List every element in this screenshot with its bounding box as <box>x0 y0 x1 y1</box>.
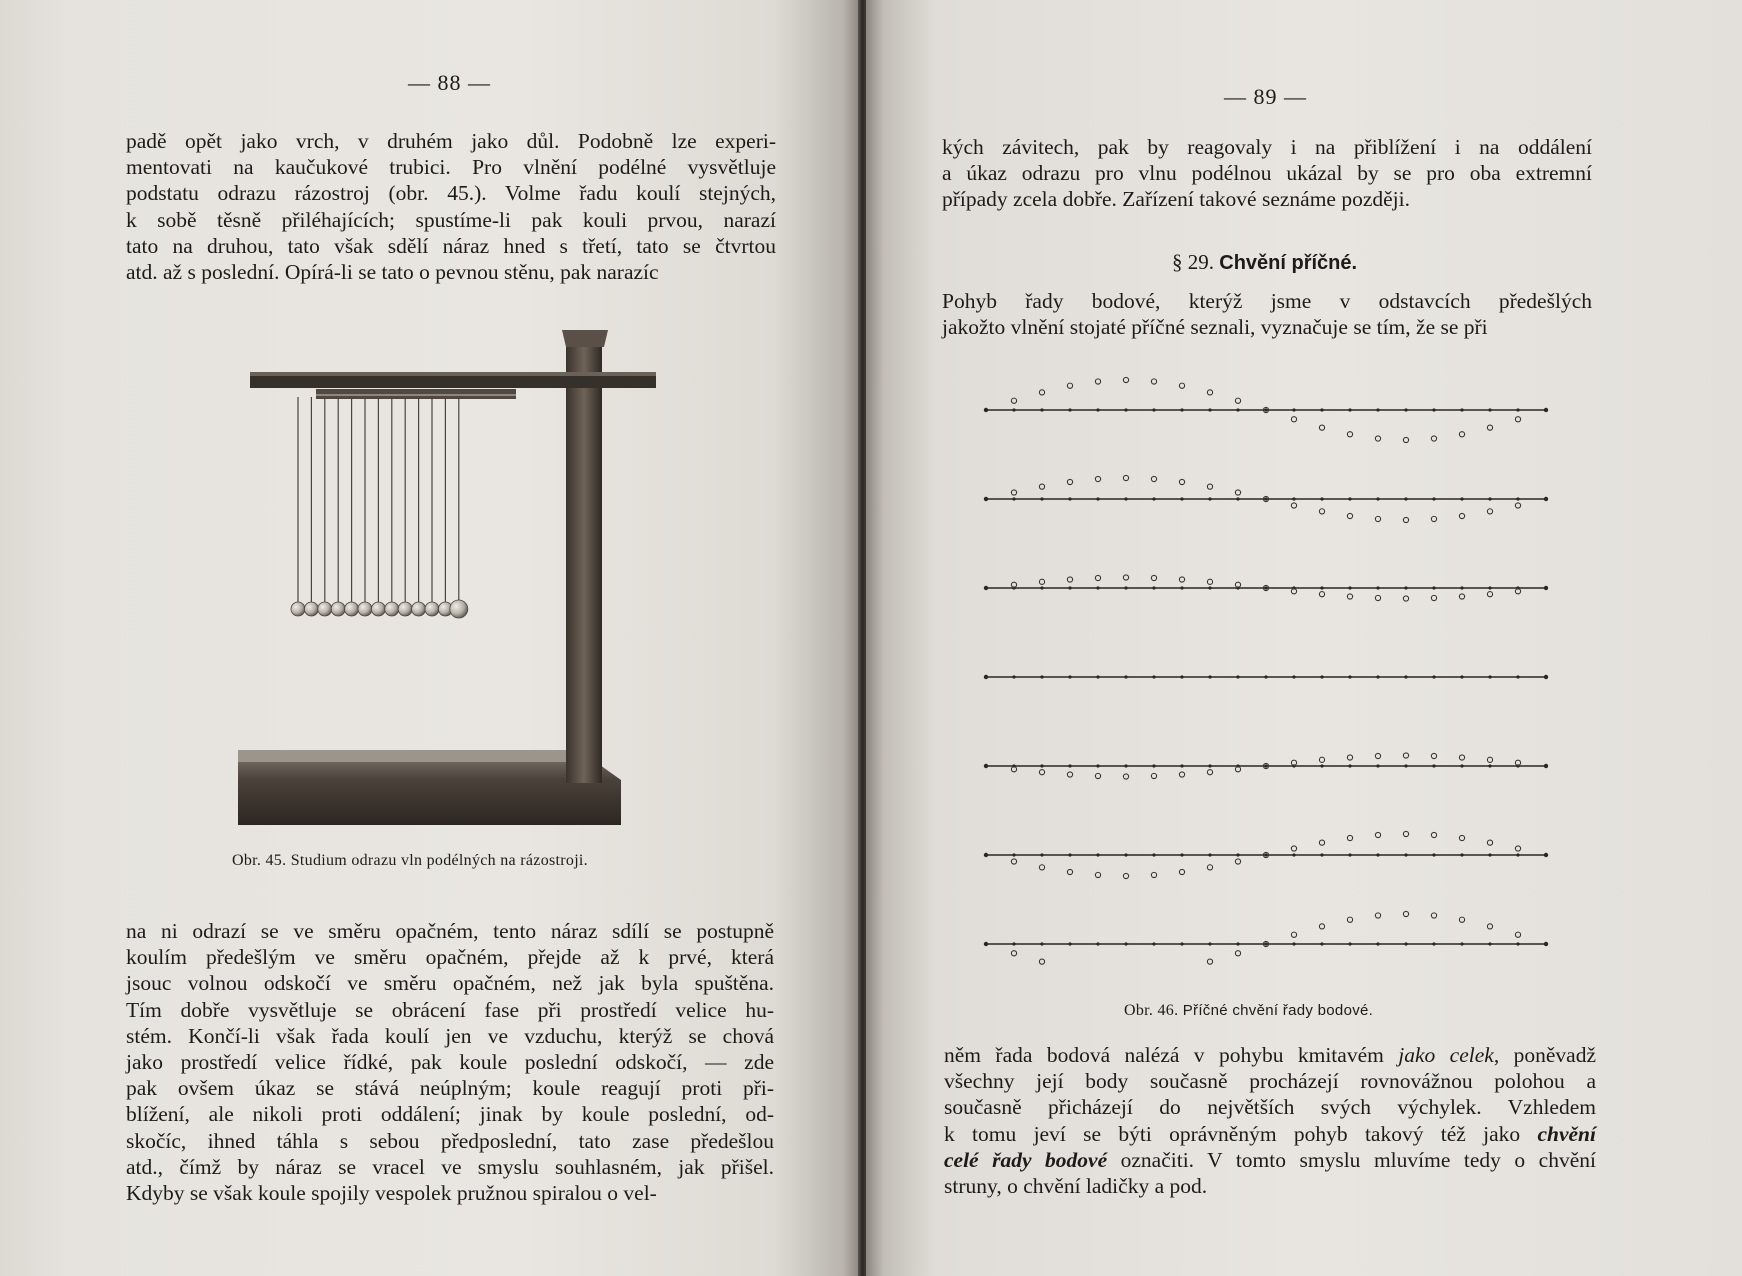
pendulum-ball <box>371 602 385 616</box>
equilibrium-point <box>1292 675 1295 678</box>
displaced-point <box>1347 432 1352 437</box>
displaced-point <box>1039 484 1044 489</box>
equilibrium-point <box>984 764 987 767</box>
text-line: stém. Končí-li však řada koulí jen ve vzduchu, kterýž se chová <box>126 1023 774 1048</box>
equilibrium-point <box>1460 853 1463 856</box>
displaced-point <box>1347 594 1352 599</box>
equilibrium-point <box>1208 675 1211 678</box>
text-line: atd., čímž by náraz se vracel ve smyslu souhlasném, jak přišel. <box>126 1154 774 1179</box>
equilibrium-point <box>1264 853 1267 856</box>
equilibrium-point <box>1376 942 1379 945</box>
equilibrium-point <box>1180 853 1183 856</box>
displaced-point <box>1011 859 1016 864</box>
displaced-point <box>1179 869 1184 874</box>
text-line: celé řady bodové označiti. V tomto smyslu mluvíme tedy o chvění <box>944 1147 1596 1172</box>
equilibrium-point <box>1040 942 1043 945</box>
text-line: současně přicházejí do největších svých výchylek. Vzhledem <box>944 1095 1596 1120</box>
displaced-point <box>1067 772 1072 777</box>
equilibrium-point <box>1124 942 1127 945</box>
equilibrium-point <box>1460 942 1463 945</box>
displaced-point <box>1039 959 1044 964</box>
equilibrium-point <box>1180 675 1183 678</box>
equilibrium-point <box>1012 675 1015 678</box>
equilibrium-point <box>1208 408 1211 411</box>
text-line: koulím předešlým ve směru opačném, přejde až k prvé, která <box>126 945 774 970</box>
equilibrium-point <box>1264 408 1267 411</box>
equilibrium-point <box>1208 853 1211 856</box>
equilibrium-point <box>1544 408 1547 411</box>
equilibrium-point <box>1264 942 1267 945</box>
displaced-point <box>1095 476 1100 481</box>
displaced-point <box>1067 577 1072 582</box>
pendulum-ball <box>331 602 345 616</box>
displaced-point <box>1207 484 1212 489</box>
displaced-point <box>1235 398 1240 403</box>
displaced-point <box>1403 831 1408 836</box>
equilibrium-point <box>1460 497 1463 500</box>
displaced-point <box>1235 490 1240 495</box>
equilibrium-point <box>1348 942 1351 945</box>
displaced-point <box>1039 865 1044 870</box>
equilibrium-point <box>1376 497 1379 500</box>
equilibrium-point <box>1376 675 1379 678</box>
text-line: jsouc volnou odskočí ve směru opačném, než jak byla spuštěna. <box>126 971 774 996</box>
equilibrium-point <box>1096 408 1099 411</box>
displaced-point <box>1039 390 1044 395</box>
equilibrium-point <box>1544 764 1547 767</box>
pendulum-ball <box>412 602 426 616</box>
equilibrium-point <box>1376 853 1379 856</box>
equilibrium-point <box>1040 853 1043 856</box>
equilibrium-point <box>1404 586 1407 589</box>
displaced-point <box>1291 932 1296 937</box>
text-line: Kdyby se však koule spojily vespolek pružnou spiralou o vel- <box>126 1181 657 1206</box>
equilibrium-point <box>1152 675 1155 678</box>
equilibrium-point <box>1460 586 1463 589</box>
displaced-point <box>1375 913 1380 918</box>
displaced-point <box>1207 579 1212 584</box>
equilibrium-point <box>984 586 987 589</box>
displaced-point <box>1403 753 1408 758</box>
equilibrium-point <box>1516 942 1519 945</box>
equilibrium-point <box>1012 408 1015 411</box>
equilibrium-point <box>1404 764 1407 767</box>
equilibrium-point <box>1180 586 1183 589</box>
equilibrium-point <box>1068 497 1071 500</box>
pendulum-ball <box>304 602 318 616</box>
equilibrium-point <box>984 497 987 500</box>
text-line: tato na druhou, tato však sdělí náraz hned s třetí, tato se čtvrtou <box>126 233 776 258</box>
equilibrium-point <box>1208 764 1211 767</box>
displaced-point <box>1487 592 1492 597</box>
equilibrium-point <box>1124 675 1127 678</box>
displaced-point <box>1375 753 1380 758</box>
text-line: kých závitech, pak by reagovaly i na přiblížení i na oddálení <box>942 135 1592 159</box>
displaced-point <box>1179 772 1184 777</box>
equilibrium-point <box>1124 497 1127 500</box>
text-line: všechny její body současně procházejí rovnovážnou polohou a <box>944 1069 1596 1094</box>
displaced-point <box>1319 757 1324 762</box>
text-line: atd. až s poslední. Opírá-li se tato o pevnou stěnu, pak narazíc <box>126 260 659 285</box>
displaced-point <box>1011 951 1016 956</box>
displaced-point <box>1067 383 1072 388</box>
equilibrium-point <box>1068 942 1071 945</box>
equilibrium-point <box>1152 497 1155 500</box>
equilibrium-point <box>1152 942 1155 945</box>
displaced-point <box>1123 475 1128 480</box>
equilibrium-point <box>1096 497 1099 500</box>
diagram-row <box>984 575 1548 601</box>
displaced-point <box>1039 770 1044 775</box>
equilibrium-point <box>1432 497 1435 500</box>
equilibrium-point <box>1040 408 1043 411</box>
equilibrium-point <box>1152 586 1155 589</box>
displaced-point <box>1347 917 1352 922</box>
equilibrium-point <box>1264 675 1267 678</box>
equilibrium-point <box>1488 853 1491 856</box>
displaced-point <box>1347 755 1352 760</box>
equilibrium-point <box>1068 408 1071 411</box>
displaced-point <box>1375 595 1380 600</box>
text-line: mentovati na kaučukové trubici. Pro vlnění podélné vysvětluje <box>126 155 776 180</box>
equilibrium-point <box>1544 497 1547 500</box>
equilibrium-point <box>1404 942 1407 945</box>
displaced-point <box>1151 476 1156 481</box>
equilibrium-point <box>1040 497 1043 500</box>
pendulum-ball <box>291 602 305 616</box>
text-line: pak ovšem úkaz se stává neúplným; koule reagují proti při- <box>126 1076 774 1101</box>
equilibrium-point <box>1320 853 1323 856</box>
displaced-point <box>1095 575 1100 580</box>
displaced-point <box>1403 517 1408 522</box>
displaced-point <box>1319 509 1324 514</box>
equilibrium-point <box>1348 586 1351 589</box>
displaced-point <box>1179 577 1184 582</box>
displaced-point <box>1319 425 1324 430</box>
equilibrium-point <box>1292 853 1295 856</box>
equilibrium-point <box>984 408 987 411</box>
pendulum-ball <box>318 602 332 616</box>
left-paragraph-bottom <box>126 918 774 1206</box>
equilibrium-point <box>1040 586 1043 589</box>
equilibrium-point <box>1320 942 1323 945</box>
displaced-point <box>1487 757 1492 762</box>
displaced-point <box>1431 832 1436 837</box>
displaced-point <box>1403 596 1408 601</box>
displaced-point <box>1095 379 1100 384</box>
displaced-point <box>1207 390 1212 395</box>
figure-45-caption: Obr. 45. Studium odrazu vln podélných na rázostroji. <box>232 852 588 869</box>
equilibrium-point <box>1348 853 1351 856</box>
displaced-point <box>1431 913 1436 918</box>
equilibrium-point <box>1124 764 1127 767</box>
displaced-point <box>1431 753 1436 758</box>
equilibrium-point <box>1432 586 1435 589</box>
displaced-point <box>1403 911 1408 916</box>
equilibrium-point <box>1516 853 1519 856</box>
figure-46-caption <box>1124 1002 1373 1020</box>
displaced-point <box>1123 774 1128 779</box>
displaced-point <box>1459 835 1464 840</box>
equilibrium-point <box>1096 942 1099 945</box>
diagram-row <box>984 675 1548 679</box>
displaced-point <box>1207 959 1212 964</box>
displaced-point <box>1319 924 1324 929</box>
text-line: struny, o chvění ladičky a pod. <box>944 1174 1208 1199</box>
diagram-row <box>984 911 1548 965</box>
displaced-point <box>1515 503 1520 508</box>
displaced-point <box>1179 383 1184 388</box>
pendulum-ball <box>385 602 399 616</box>
equilibrium-point <box>1236 408 1239 411</box>
equilibrium-point <box>1040 675 1043 678</box>
pendulum-ball <box>398 602 412 616</box>
right-paragraph-bottom <box>944 1042 1596 1199</box>
equilibrium-point <box>1348 764 1351 767</box>
equilibrium-point <box>1404 853 1407 856</box>
displaced-point <box>1459 917 1464 922</box>
equilibrium-point <box>1068 586 1071 589</box>
equilibrium-point <box>1516 408 1519 411</box>
equilibrium-point <box>1320 497 1323 500</box>
equilibrium-point <box>1376 764 1379 767</box>
equilibrium-point <box>1236 497 1239 500</box>
page-number-right: — 89 — <box>1224 84 1307 109</box>
text-line: na ni odrazí se ve směru opačném, tento náraz sdílí se postupně <box>126 919 774 943</box>
figure-46-number: Obr. 46. <box>1124 1002 1179 1019</box>
equilibrium-point <box>1544 675 1547 678</box>
displaced-point <box>1431 436 1436 441</box>
equilibrium-point <box>1404 675 1407 678</box>
equilibrium-point <box>1124 586 1127 589</box>
displaced-point <box>1375 832 1380 837</box>
displaced-point <box>1207 865 1212 870</box>
right-page <box>866 0 1742 1276</box>
page-number-left: — 88 — <box>408 70 491 95</box>
equilibrium-point <box>1348 675 1351 678</box>
displaced-point <box>1459 594 1464 599</box>
equilibrium-point <box>1488 942 1491 945</box>
equilibrium-point <box>1096 853 1099 856</box>
diagram-row <box>984 475 1548 522</box>
equilibrium-point <box>984 942 987 945</box>
text-line: podstatu odrazu rázostroj (obr. 45.). Volme řadu koulí stejných, <box>126 181 776 206</box>
equilibrium-point <box>1264 764 1267 767</box>
equilibrium-point <box>1292 497 1295 500</box>
displaced-point <box>1179 479 1184 484</box>
text-line: případy zcela dobře. Zařízení takové seznáme později. <box>942 187 1410 212</box>
equilibrium-point <box>1376 586 1379 589</box>
displaced-point <box>1291 503 1296 508</box>
equilibrium-point <box>984 675 987 678</box>
equilibrium-point <box>1180 764 1183 767</box>
text-line: blížení, ale nikoli proti oddálení; jinak by koule poslední, od- <box>126 1102 774 1127</box>
displaced-point <box>1095 872 1100 877</box>
equilibrium-point <box>1096 764 1099 767</box>
equilibrium-point <box>1152 853 1155 856</box>
displaced-point <box>1151 379 1156 384</box>
diagram-row <box>984 831 1548 878</box>
equilibrium-point <box>1320 586 1323 589</box>
text-line: padě opět jako vrch, v druhém jako důl. Podobně lze experi- <box>126 129 776 153</box>
newtons-cradle-photo <box>236 325 656 825</box>
displaced-point <box>1319 840 1324 845</box>
left-paragraph-top <box>126 128 776 285</box>
pendulum-ball <box>345 602 359 616</box>
section-heading <box>1172 250 1357 275</box>
displaced-point <box>1403 437 1408 442</box>
displaced-point <box>1207 770 1212 775</box>
diagram-row <box>984 377 1548 442</box>
equilibrium-point <box>1124 408 1127 411</box>
transverse-vibration-diagram <box>966 365 1566 965</box>
displaced-point <box>1151 872 1156 877</box>
equilibrium-point <box>1460 675 1463 678</box>
pendulum-ball <box>425 602 439 616</box>
equilibrium-point <box>1292 408 1295 411</box>
equilibrium-point <box>1432 853 1435 856</box>
equilibrium-point <box>1432 408 1435 411</box>
displaced-point <box>1375 436 1380 441</box>
equilibrium-point <box>984 853 987 856</box>
equilibrium-point <box>1432 942 1435 945</box>
text-line: k sobě těsně přiléhajících; spustíme-li pak kouli prvou, narazí <box>126 207 776 232</box>
displaced-point <box>1319 592 1324 597</box>
equilibrium-point <box>1012 497 1015 500</box>
text-line: skočíc, ihned táhla s sebou předposlední, tato zase předešlou <box>126 1128 774 1153</box>
equilibrium-point <box>1544 586 1547 589</box>
equilibrium-point <box>1292 942 1295 945</box>
right-paragraph-mid <box>942 288 1592 340</box>
figure-46-title: Příčné chvění řady bodové. <box>1182 1002 1374 1019</box>
equilibrium-point <box>1488 408 1491 411</box>
equilibrium-point <box>1516 497 1519 500</box>
displaced-point <box>1347 835 1352 840</box>
equilibrium-point <box>1012 942 1015 945</box>
text-line: a úkaz odrazu pro vlnu podélnou ukázal by se pro oba extremní <box>942 161 1592 186</box>
text-line: jakožto vlnění stojaté příčné seznali, vyznačuje se tím, že se při <box>942 315 1488 340</box>
displaced-point <box>1487 924 1492 929</box>
equilibrium-point <box>1460 408 1463 411</box>
equilibrium-point <box>1152 764 1155 767</box>
displaced-point <box>1067 479 1072 484</box>
displaced-point <box>1291 417 1296 422</box>
displaced-point <box>1487 840 1492 845</box>
equilibrium-point <box>1432 675 1435 678</box>
displaced-point <box>1515 417 1520 422</box>
displaced-point <box>1459 432 1464 437</box>
equilibrium-point <box>1320 408 1323 411</box>
displaced-point <box>1151 773 1156 778</box>
pendulum-ball <box>450 600 468 618</box>
displaced-point <box>1095 773 1100 778</box>
equilibrium-point <box>1348 497 1351 500</box>
equilibrium-point <box>1348 408 1351 411</box>
equilibrium-point <box>1264 497 1267 500</box>
left-page <box>0 0 860 1276</box>
equilibrium-point <box>1180 408 1183 411</box>
displaced-point <box>1291 846 1296 851</box>
displaced-point <box>1431 516 1436 521</box>
equilibrium-point <box>1068 764 1071 767</box>
equilibrium-point <box>1124 853 1127 856</box>
equilibrium-point <box>1460 764 1463 767</box>
equilibrium-point <box>1068 853 1071 856</box>
displaced-point <box>1235 859 1240 864</box>
equilibrium-point <box>1516 675 1519 678</box>
equilibrium-point <box>1488 497 1491 500</box>
equilibrium-point <box>1236 853 1239 856</box>
equilibrium-point <box>1432 764 1435 767</box>
equilibrium-point <box>1096 675 1099 678</box>
equilibrium-point <box>1236 942 1239 945</box>
equilibrium-point <box>1208 497 1211 500</box>
equilibrium-point <box>1488 764 1491 767</box>
text-line: něm řada bodová nalézá v pohybu kmitavém jako celek, poněvadž <box>944 1043 1596 1067</box>
equilibrium-point <box>1404 497 1407 500</box>
equilibrium-point <box>1208 586 1211 589</box>
equilibrium-point <box>1180 497 1183 500</box>
equilibrium-point <box>1404 408 1407 411</box>
equilibrium-point <box>1152 408 1155 411</box>
equilibrium-point <box>1068 675 1071 678</box>
displaced-point <box>1123 377 1128 382</box>
equilibrium-point <box>1180 942 1183 945</box>
displaced-point <box>1347 513 1352 518</box>
displaced-point <box>1123 873 1128 878</box>
displaced-point <box>1011 398 1016 403</box>
equilibrium-point <box>1544 853 1547 856</box>
displaced-point <box>1123 575 1128 580</box>
displaced-point <box>1515 932 1520 937</box>
equilibrium-point <box>1488 586 1491 589</box>
displaced-point <box>1515 846 1520 851</box>
equilibrium-point <box>1208 942 1211 945</box>
displaced-point <box>1459 513 1464 518</box>
equilibrium-point <box>1264 586 1267 589</box>
equilibrium-point <box>1376 408 1379 411</box>
text-line: Tím dobře vysvětluje se obrácení fase při prostředí velice hu- <box>126 997 774 1022</box>
displaced-point <box>1235 951 1240 956</box>
displaced-point <box>1011 490 1016 495</box>
equilibrium-point <box>1320 675 1323 678</box>
equilibrium-point <box>1544 942 1547 945</box>
equilibrium-point <box>1488 675 1491 678</box>
displaced-point <box>1431 595 1436 600</box>
displaced-point <box>1459 755 1464 760</box>
diagram-row <box>984 753 1548 779</box>
displaced-point <box>1039 579 1044 584</box>
equilibrium-point <box>1320 764 1323 767</box>
displaced-point <box>1375 516 1380 521</box>
equilibrium-point <box>1012 853 1015 856</box>
text-line: jako prostředí velice řídké, pak koule poslední odskočí, — zde <box>126 1050 774 1075</box>
displaced-point <box>1487 509 1492 514</box>
pendulum-ball <box>358 602 372 616</box>
equilibrium-point <box>1236 675 1239 678</box>
section-title: Chvění příčné. <box>1219 252 1358 274</box>
displaced-point <box>1151 575 1156 580</box>
section-number: § 29. <box>1172 250 1214 274</box>
equilibrium-point <box>1096 586 1099 589</box>
text-line: k tomu jeví se býti oprávněným pohyb takový též jako chvění <box>944 1121 1596 1146</box>
displaced-point <box>1487 425 1492 430</box>
displaced-point <box>1067 869 1072 874</box>
right-paragraph-top <box>942 134 1592 213</box>
text-line: Pohyb řady bodové, kterýž jsme v odstavcích předešlých <box>942 289 1592 313</box>
equilibrium-point <box>1040 764 1043 767</box>
